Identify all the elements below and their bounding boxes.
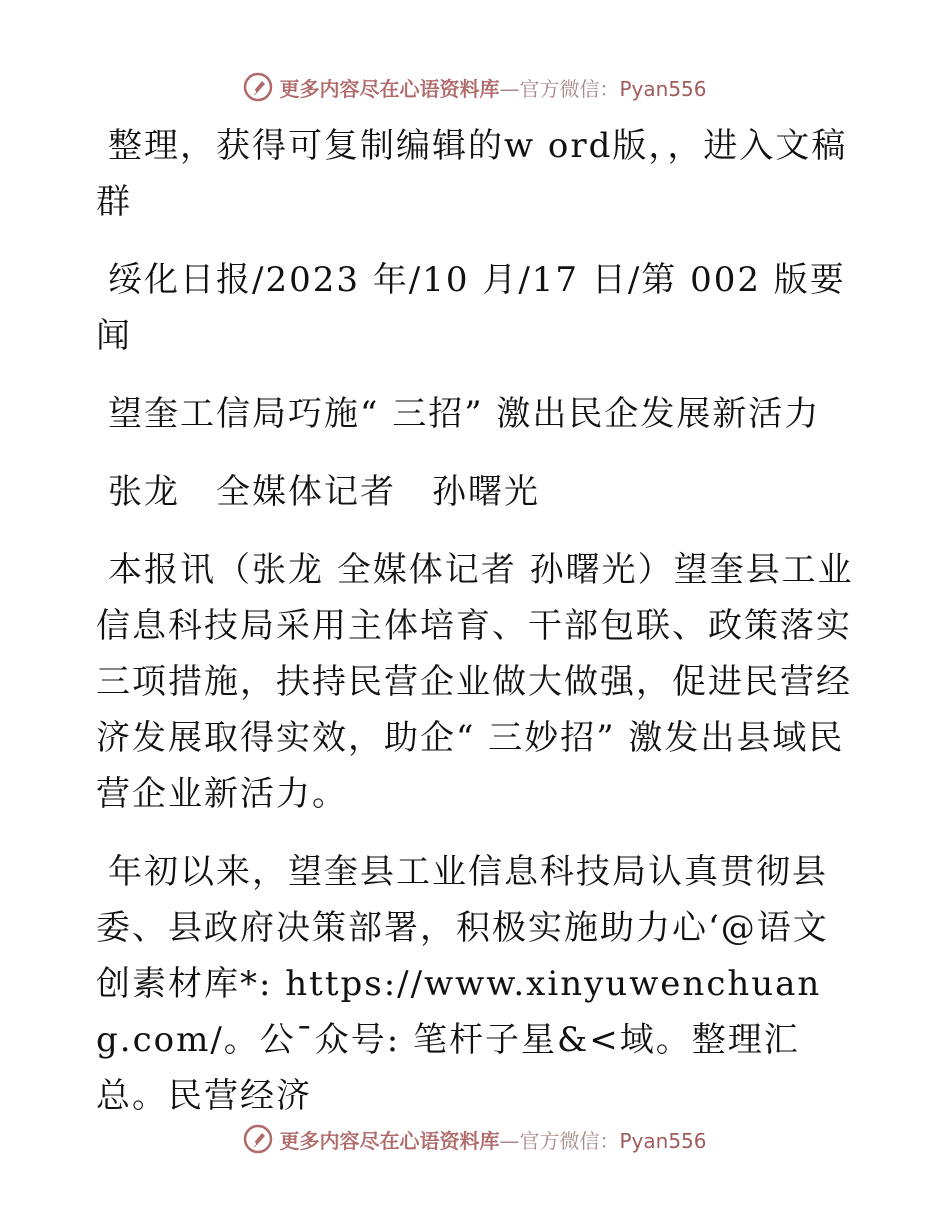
article-byline: 张龙 全媒体记者 孙曙光: [108, 472, 540, 512]
document-body: [96, 118, 856, 1146]
watermark-text: [279, 73, 706, 102]
pen-nib-circle-icon: [243, 72, 273, 102]
paragraph-intro: 整理，获得可复制编辑的w ord版，，进入文稿群: [96, 126, 848, 222]
paragraph-lead: 本报讯（张龙 全媒体记者 孙曙光）望奎县工业信息科技局采用主体培育、干部包联、政策落实三项措施，扶持民营企业做大做强，促进民营经济发展取得实效，助企“ 三妙招” 激发出县域民营企业新活力。: [96, 550, 854, 814]
watermark-brand: 更多内容尽在心语资料库: [279, 76, 500, 101]
watermark-wechat-id: Pyan556: [619, 76, 707, 101]
watermark-wechat-label: 官方微信：: [519, 1128, 620, 1153]
article-headline: 望奎工信局巧施“ 三招” 激出民企发展新活力: [108, 394, 821, 434]
watermark-header: [0, 72, 950, 102]
pen-nib-circle-icon: [243, 1124, 273, 1154]
paragraph-body: 年初以来，望奎县工业信息科技局认真贯彻县委、县政府决策部署，积极实施助力心‘@语文创素材库*: https://www.xinyuwenchuang.com/。公¯众号: 笔杆子星&<域。整理汇总。民营经济: [96, 852, 829, 1116]
paragraph-source-line: 绥化日报/2023 年/10 月/17 日/第 002 版要闻: [96, 260, 846, 356]
watermark-text: [279, 1125, 706, 1154]
watermark-wechat-label: 官方微信：: [519, 76, 620, 101]
watermark-wechat-id: Pyan556: [619, 1128, 707, 1153]
watermark-brand: 更多内容尽在心语资料库: [279, 1128, 500, 1153]
watermark-separator: —: [499, 76, 520, 101]
watermark-separator: —: [499, 1128, 520, 1153]
watermark-footer: [0, 1124, 950, 1154]
